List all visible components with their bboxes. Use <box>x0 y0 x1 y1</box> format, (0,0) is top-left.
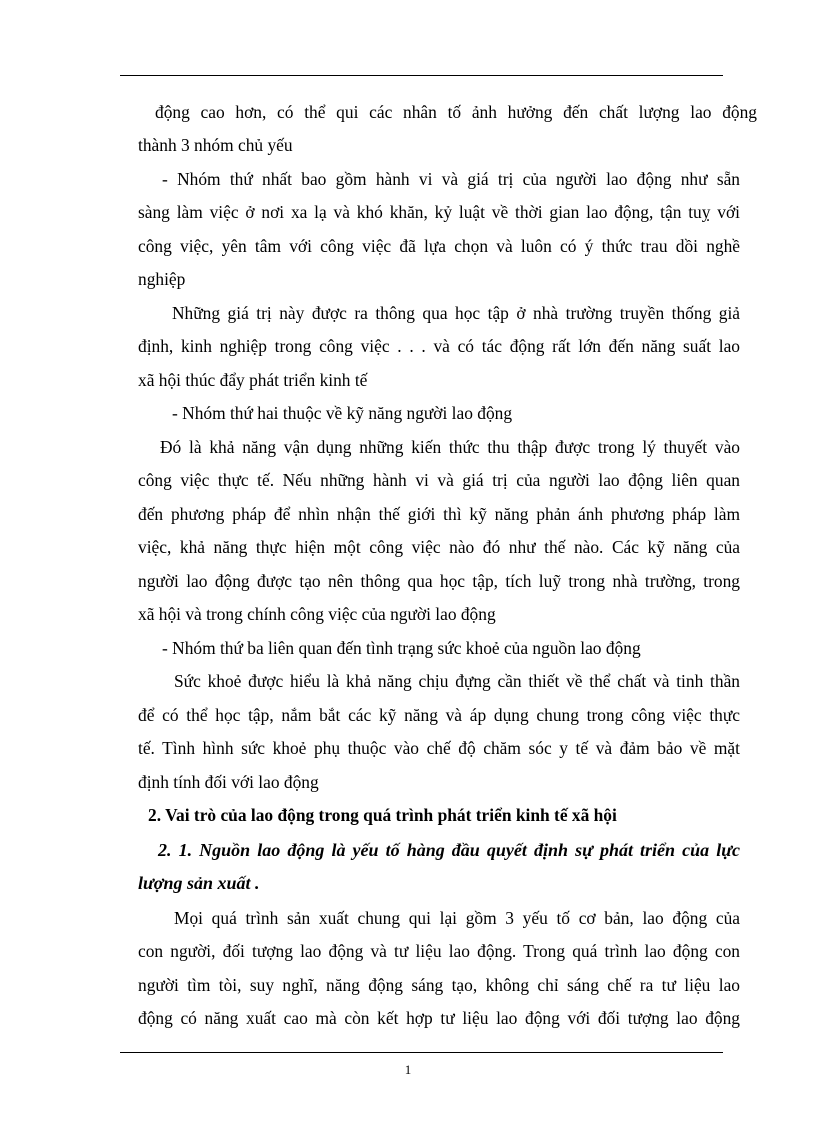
text-line: động cao hơn, có thể qui các nhân tố ảnh hưởng đến chất lượng lao động <box>155 102 757 122</box>
text-line: - Nhóm thứ nhất bao gồm hành vi và giá trị của người lao động như sẵn <box>162 169 740 189</box>
text-line: công việc thực tế. Nếu những hành vi và giá trị của người lao động liên quan <box>138 470 740 490</box>
text-line: để có thể học tập, nắm bắt các kỹ năng và áp dụng chung trong công việc thực <box>138 705 740 725</box>
text-line: người tìm tòi, suy nghĩ, năng động sáng tạo, không chỉ sáng chế ra tư liệu lao <box>138 975 740 995</box>
subsection-heading: 2. 1. Nguồn lao động là yếu tố hàng đầu quyết định sự phát triển của lực <box>158 840 740 860</box>
text-line: đến phương pháp để nhìn nhận thế giới thì kỹ năng phản ánh phương pháp làm <box>138 504 740 524</box>
text-line: Đó là khả năng vận dụng những kiến thức thu thập được trong lý thuyết vào <box>160 437 740 457</box>
text-line: con người, đối tượng lao động và tư liệu lao động. Trong quá trình lao động con <box>138 941 740 961</box>
text-line: Những giá trị này được ra thông qua học tập ở nhà trường truyền thống giả <box>172 303 740 323</box>
text-line: Sức khoẻ được hiểu là khả năng chịu đựng cần thiết về thể chất và tinh thần <box>174 671 740 691</box>
text-line: người lao động được tạo nên thông qua học tập, tích luỹ trong nhà trường, trong <box>138 571 740 591</box>
text-line: động có năng xuất cao mà còn kết hợp tư liệu lao động với đối tượng lao động <box>138 1008 740 1028</box>
text-line: công việc, yên tâm với công việc đã lựa chọn và luôn có ý thức trau dồi nghề <box>138 236 740 256</box>
text-line: nghiệp <box>138 269 186 289</box>
text-line: xã hội và trong chính công việc của người lao động <box>138 604 496 624</box>
text-line: - Nhóm thứ hai thuộc về kỹ năng người lao động <box>172 403 513 423</box>
text-line: việc, khả năng thực hiện một công việc nào đó như thế nào. Các kỹ năng của <box>138 537 740 557</box>
text-line: - Nhóm thứ ba liên quan đến tình trạng sức khoẻ của nguồn lao động <box>162 638 641 658</box>
text-line: xã hội thúc đẩy phát triển kinh tế <box>138 370 368 390</box>
text-line: định, kinh nghiệp trong công việc . . . và có tác động rất lớn đến năng suất lao <box>138 336 740 356</box>
text-line: Mọi quá trình sản xuất chung qui lại gồm 3 yếu tố cơ bản, lao động của <box>174 908 740 928</box>
text-line: tế. Tình hình sức khoẻ phụ thuộc vào chế độ chăm sóc y tế và đảm bảo về mặt <box>138 738 740 758</box>
page-number: 1 <box>404 1062 412 1077</box>
section-heading: 2. Vai trò của lao động trong quá trình phát triển kinh tế xã hội <box>148 805 617 825</box>
subsection-heading-continued: lượng sản xuất . <box>138 873 260 893</box>
text-line: thành 3 nhóm chủ yếu <box>138 135 293 155</box>
footer-rule <box>120 1052 723 1053</box>
text-line: sàng làm việc ở nơi xa lạ và khó khăn, kỷ luật về thời gian lao động, tận tuỵ với <box>138 202 740 222</box>
text-line: định tính đối với lao động <box>138 772 319 792</box>
header-rule <box>120 75 723 76</box>
